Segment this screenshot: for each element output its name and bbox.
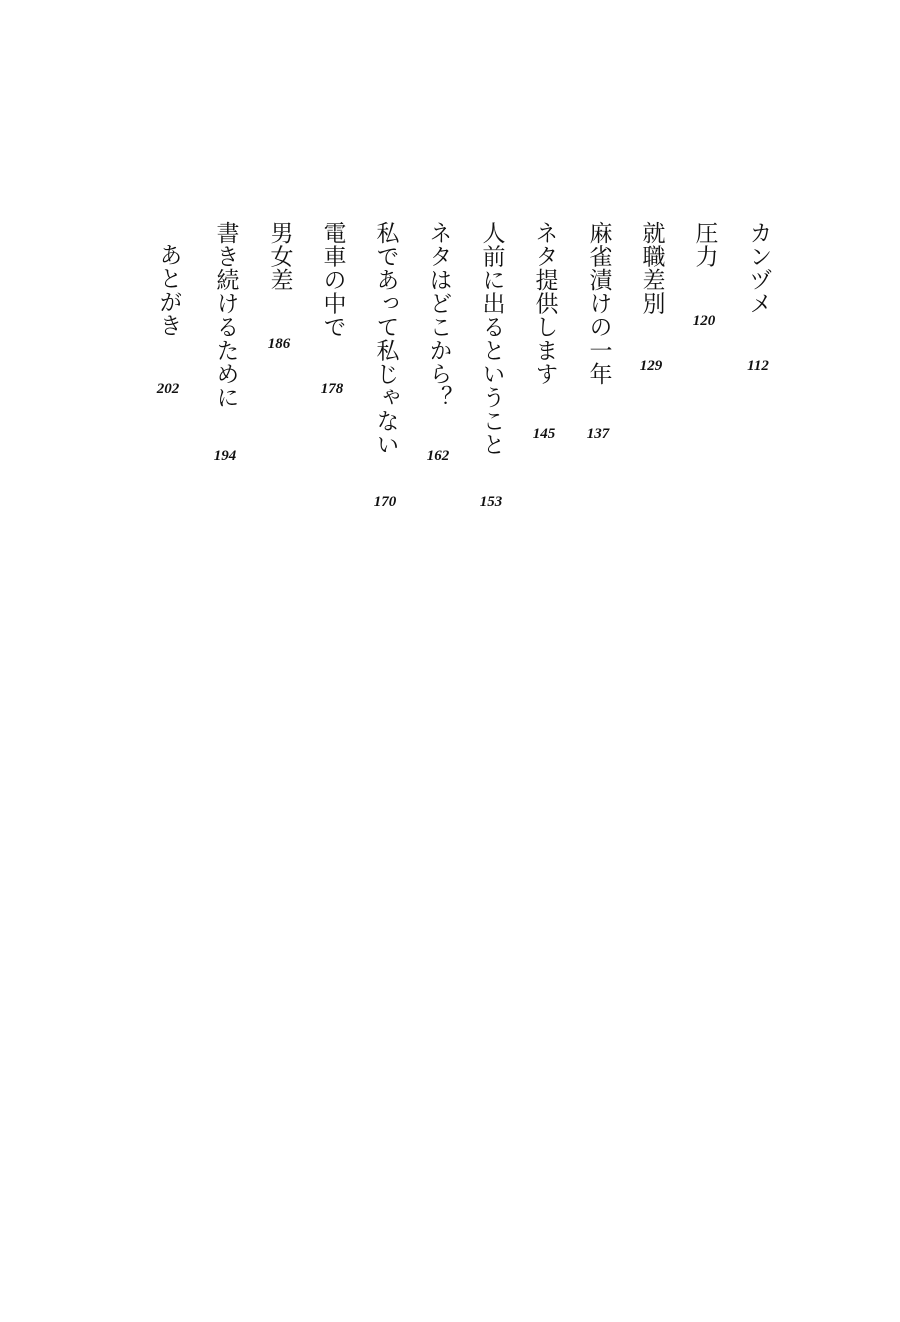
toc-entry-page-number: 137	[586, 426, 610, 442]
toc-entry-title: 私であって私じゃない	[372, 221, 399, 456]
toc-entry-title: 麻雀漬けの一年	[585, 221, 612, 386]
toc-entry-title: 男女差	[266, 221, 293, 292]
toc-entry-page-number: 194	[213, 448, 237, 464]
toc-entry-page-number: 162	[426, 448, 450, 464]
toc-entry-page-number: 153	[479, 494, 503, 510]
toc-entry-page-number: 120	[692, 313, 716, 329]
toc-entry-page-number: 112	[747, 358, 769, 374]
toc-entry-title: カンヅメ	[745, 221, 772, 315]
toc-entry-title: あとがき	[155, 243, 182, 337]
toc-entry-title: 書き続けるために	[212, 221, 239, 409]
toc-entry-title: ネタ提供します	[531, 221, 558, 386]
toc-entry-page-number: 202	[156, 381, 180, 397]
toc-entry-page-number: 178	[320, 381, 344, 397]
toc-entry-page-number: 129	[639, 358, 663, 374]
toc-entry-page-number: 186	[267, 336, 291, 352]
toc-entry-title: 電車の中で	[319, 221, 346, 339]
toc-entry-title: 人前に出るということ	[478, 221, 505, 456]
toc-entry-title: 就職差別	[638, 221, 665, 315]
toc-entry-title: 圧力	[691, 221, 718, 268]
toc-entry-page-number: 170	[373, 494, 397, 510]
toc-entry-page-number: 145	[532, 426, 556, 442]
toc-entry-title: ネタはどこから？	[425, 221, 452, 409]
